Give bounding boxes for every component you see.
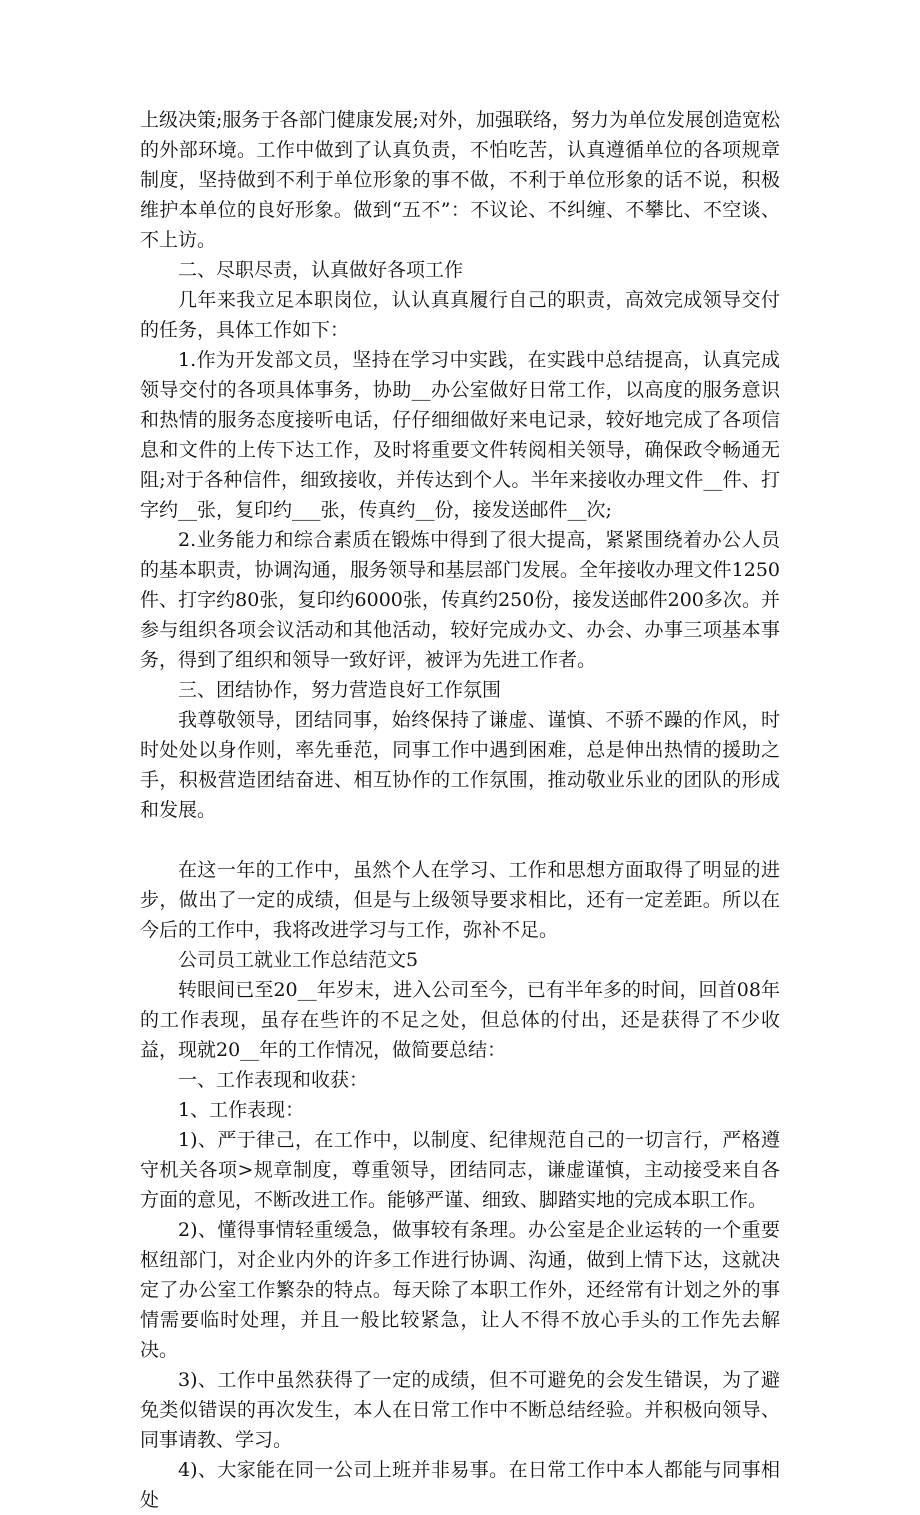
paragraph: 2.业务能力和综合素质在锻炼中得到了很大提高，紧紧围绕着办公人员的基本职责，协调沟通，服务领导和基层部门发展。全年接收办理文件1250件、打字约80张，复印约6000张，传真约250份，接发送邮件200多次。并参与组织各项会议活动和其他活动，较好完成办文、办会、办事三项基本事务，得到了组织和领导一致好评，被评为先进工作者。 [140,529,780,671]
paragraph: 转眼间已至20__年岁末，进入公司至今，已有半年多的时间，回首08年的工作表现，虽存在些许的不足之处，但总体的付出，还是获得了不少收益，现就20__年的工作情况，做简要总结： [140,979,780,1061]
paragraph: 我尊敬领导，团结同事，始终保持了谦虚、谨慎、不骄不躁的作风，时时处处以身作则，率先垂范，同事工作中遇到困难，总是伸出热情的援助之手，积极营造团结奋进、相互协作的工作氛围，推动敬业乐业的团队的形成和发展。 [140,709,780,821]
paragraph-continuation: 上级决策;服务于各部门健康发展;对外，加强联络，努力为单位发展创造宽松的外部环境。工作中做到了认真负责，不怕吃苦，认真遵循单位的各项规章制度，坚持做到不利于单位形象的事不做，不利于单位形象的话不说，积极维护本单位的良好形象。做到“五不”：不议论、不纠缠、不攀比、不空谈、不上访。 [140,109,780,251]
paragraph: 在这一年的工作中，虽然个人在学习、工作和思想方面取得了明显的进步，做出了一定的成绩，但是与上级领导要求相比，还有一定差距。所以在今后的工作中，我将改进学习与工作，弥补不足。 [140,859,780,941]
section-heading-3: 三、团结协作，努力营造良好工作氛围 [178,679,502,701]
document-body [140,105,780,1515]
list-item: 3)、工作中虽然获得了一定的成绩，但不可避免的会发生错误，为了避免类似错误的再次发生，本人在日常工作中不断总结经验。并积极向领导、同事请教、学习。 [140,1369,780,1451]
paragraph: 1.作为开发部文员，坚持在学习中实践，在实践中总结提高，认真完成领导交付的各项具体事务，协助__办公室做好日常工作，以高度的服务意识和热情的服务态度接听电话，仔仔细细做好来电记录，较好地完成了各项信息和文件的上传下达工作，及时将重要文件转阅相关领导，确保政令畅通无阻;对于各种信件，细致接收，并传达到个人。半年来接收办理文件__件、打字约__张，复印约___张，传真约__份，接发送邮件__次; [140,349,780,521]
subsection-heading: 1、工作表现： [178,1099,305,1121]
article-title: 公司员工就业工作总结范文5 [178,949,419,971]
section-heading-1: 一、工作表现和收获： [178,1069,369,1091]
paragraph: 几年来我立足本职岗位，认认真真履行自己的职责，高效完成领导交付的任务，具体工作如下： [140,289,780,341]
blank-line [140,825,780,855]
list-item: 2)、懂得事情轻重缓急，做事较有条理。办公室是企业运转的一个重要枢纽部门，对企业内外的许多工作进行协调、沟通，做到上情下达，这就决定了办公室工作繁杂的特点。每天除了本职工作外，还经常有计划之外的事情需要临时处理，并且一般比较紧急，让人不得不放心手头的工作先去解决。 [140,1219,780,1361]
list-item: 1)、严于律己，在工作中，以制度、纪律规范自己的一切言行，严格遵守机关各项>规章制度，尊重领导，团结同志，谦虚谨慎，主动接受来自各方面的意见，不断改进工作。能够严谨、细致、脚踏实地的完成本职工作。 [140,1129,780,1211]
list-item: 4)、大家能在同一公司上班并非易事。在日常工作中本人都能与同事相处 [140,1459,780,1511]
section-heading-2: 二、尽职尽责，认真做好各项工作 [178,259,464,281]
